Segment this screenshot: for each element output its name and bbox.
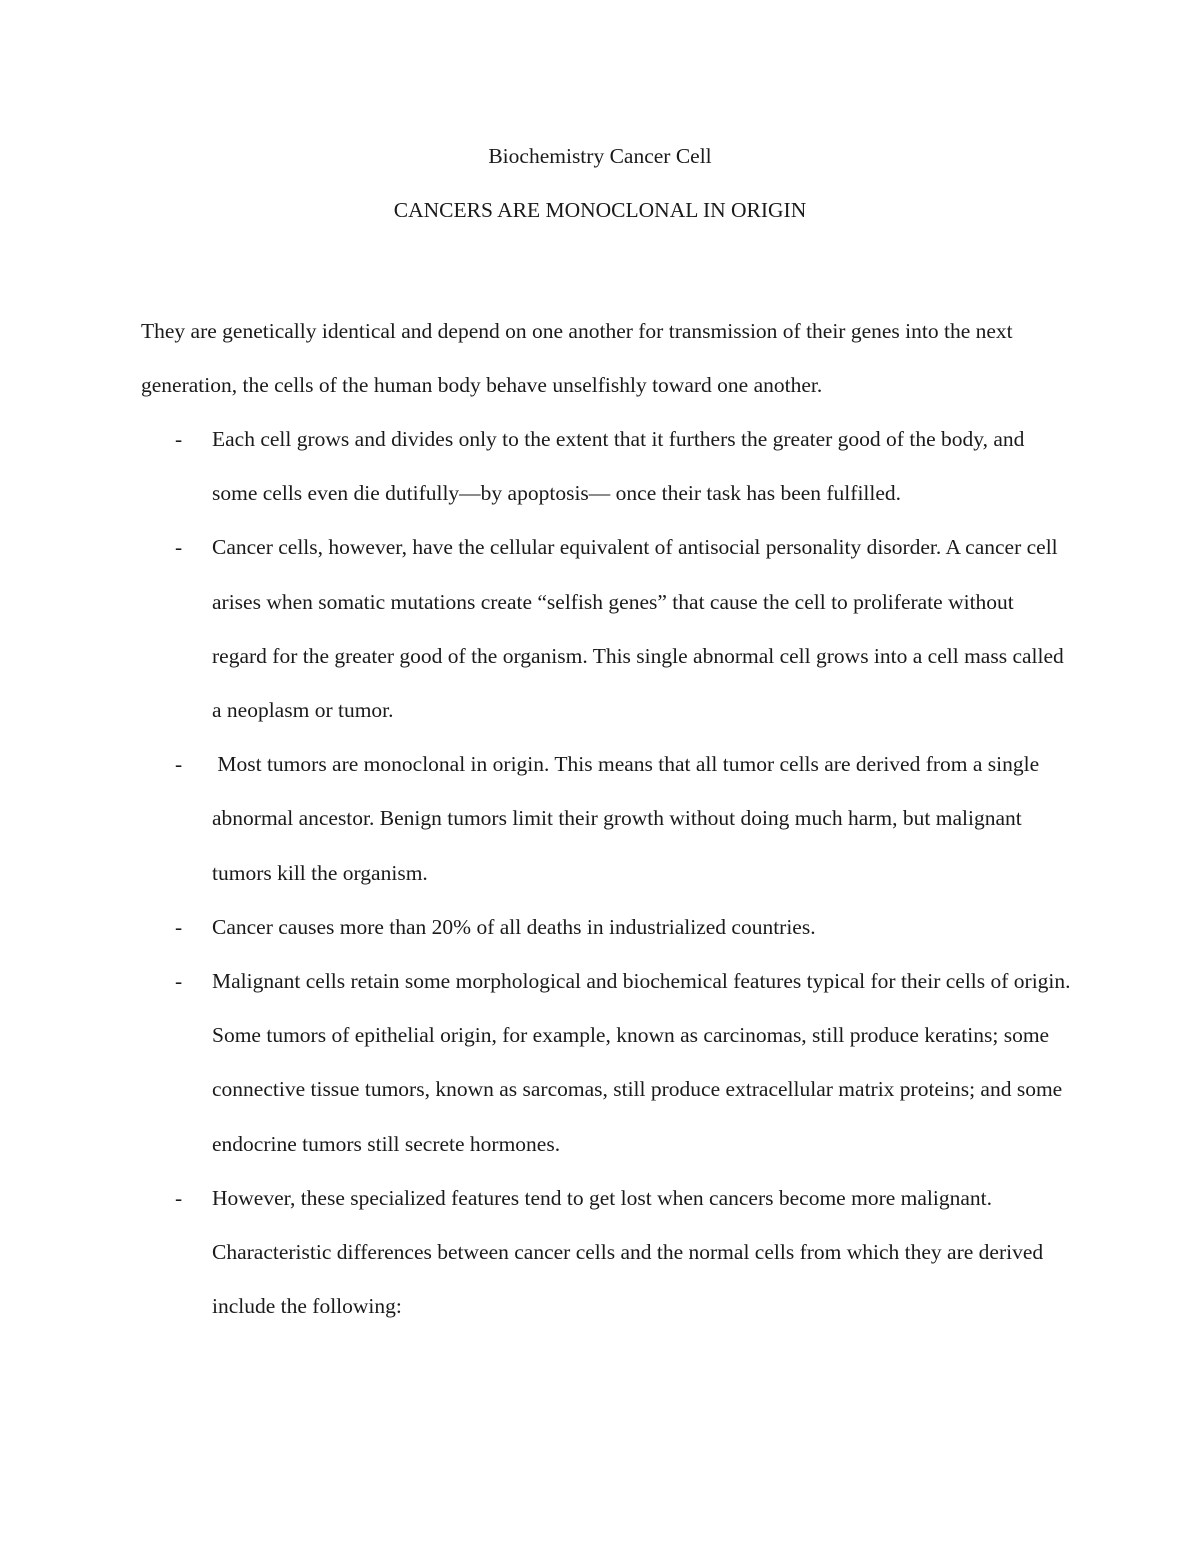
bullet-text: Malignant cells retain some morphological and biochemical features typical for their cells of origin. Some tumors of epithelial origin, for example, known as carcinomas, still produce keratins; some connective tissue tumors, known as sarcomas, still produce extracellular matrix proteins; and some endocrine tumors still secrete hormones. xyxy=(212,969,1071,1156)
bullet-text: Most tumors are monoclonal in origin. This means that all tumor cells are derived from a single abnormal ancestor. Benign tumors limit their growth without doing much harm, but malignant tumors kill the organism. xyxy=(212,752,1045,885)
bullet-item xyxy=(141,737,1071,900)
bullet-marker: - xyxy=(175,1185,183,1210)
bullet-marker: - xyxy=(175,969,183,994)
bullet-marker: - xyxy=(175,427,183,451)
bullet-item xyxy=(141,412,1071,520)
document-title: Biochemistry Cancer Cell xyxy=(488,144,712,168)
bullet-marker: - xyxy=(175,914,183,939)
bullet-marker: - xyxy=(175,752,183,777)
bullet-marker: - xyxy=(175,535,183,560)
intro-paragraph: They are genetically identical and depend on one another for transmission of their genes into the next generation, the cells of the human body behave unselfishly toward one another. xyxy=(141,319,1013,398)
bullet-text: However, these specialized features tend to get lost when cancers become more malignant. Characteristic differences between cancer cells and the normal cells from which they are derived include the following: xyxy=(212,1185,1044,1319)
bullet-list xyxy=(141,412,1071,1333)
section-heading: CANCERS ARE MONOCLONAL IN ORIGIN xyxy=(393,198,807,222)
bullet-item xyxy=(141,900,1071,954)
bullet-item xyxy=(141,1171,1071,1334)
bullet-text: Cancer cells, however, have the cellular equivalent of antisocial personality disorder. A cancer cell arises when somatic mutations create “selfish genes” that cause the cell to proliferate without regard for the greater good of the organism. This single abnormal cell grows into a cell mass called a neoplasm or tumor. xyxy=(212,535,1064,723)
bullet-item xyxy=(141,520,1071,737)
bullet-item xyxy=(141,954,1071,1171)
bullet-text: Each cell grows and divides only to the extent that it furthers the greater good of the body, and some cells even die dutifully—by apoptosis— once their task has been fulfilled. xyxy=(212,427,1025,506)
bullet-text: Cancer causes more than 20% of all deaths in industrialized countries. xyxy=(212,914,816,939)
